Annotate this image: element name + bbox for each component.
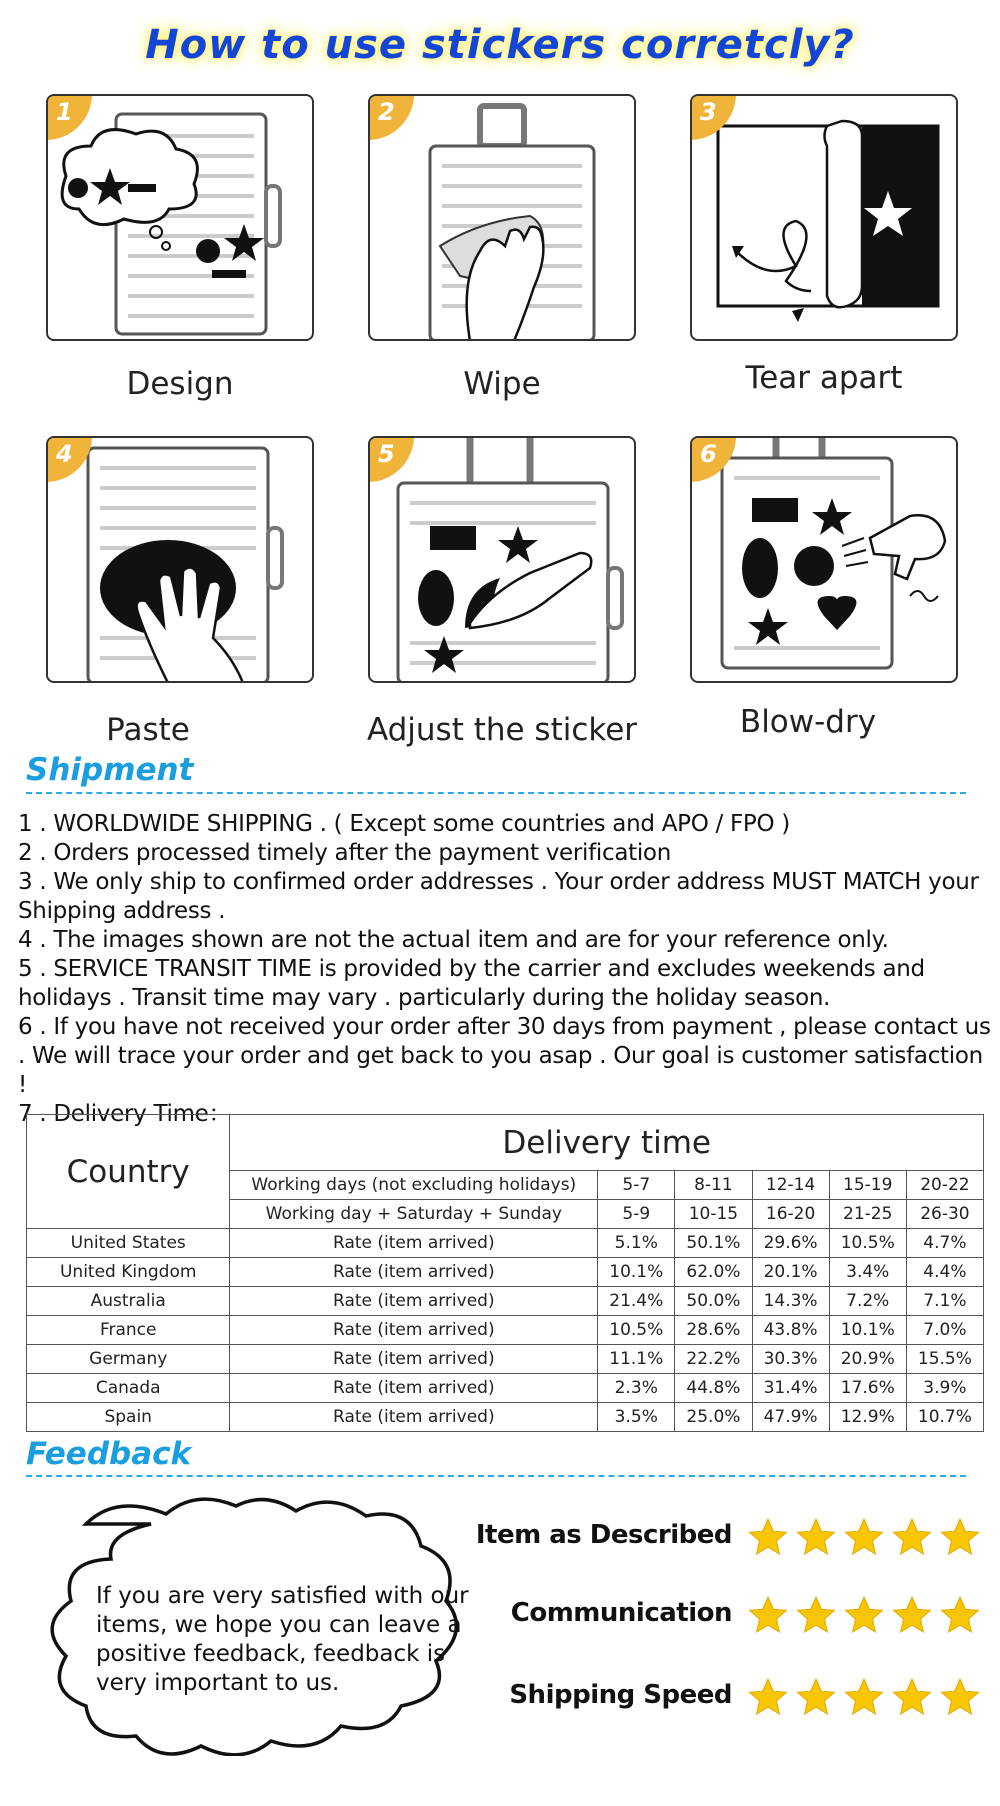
- star-icon: [940, 1517, 980, 1557]
- working-days-range: 20-22: [906, 1171, 983, 1200]
- step-number-badge: 4: [46, 436, 92, 482]
- step-number-badge: 3: [690, 94, 736, 140]
- rate-cell: 10.7%: [906, 1403, 983, 1432]
- rate-label-cell: Rate (item arrived): [230, 1345, 598, 1374]
- weekend-days-range: 5-9: [598, 1200, 675, 1229]
- rating-label-item-described: Item as Described: [475, 1520, 732, 1550]
- rating-stars-shipping-speed: [748, 1677, 980, 1717]
- rate-cell: 43.8%: [752, 1316, 829, 1345]
- rate-cell: 28.6%: [675, 1316, 752, 1345]
- working-days-range: 8-11: [675, 1171, 752, 1200]
- country-cell: United States: [27, 1229, 230, 1258]
- weekend-days-range: 21-25: [829, 1200, 906, 1229]
- rating-label-communication: Communication: [510, 1598, 732, 1628]
- table-row: [27, 1287, 984, 1316]
- shipment-item: 1 . WORLDWIDE SHIPPING . ( Except some countries and APO / FPO ): [18, 811, 790, 837]
- rating-label-shipping-speed: Shipping Speed: [509, 1680, 732, 1710]
- rate-cell: 44.8%: [675, 1374, 752, 1403]
- feedback-message: If you are very satisfied with our items, we hope you can leave a positive feedback, feedback is very important to us.: [96, 1583, 469, 1696]
- rate-cell: 25.0%: [675, 1403, 752, 1432]
- star-icon: [748, 1595, 788, 1635]
- step-number-badge: 6: [690, 436, 736, 482]
- star-icon: [844, 1595, 884, 1635]
- rate-cell: 4.4%: [906, 1258, 983, 1287]
- rate-cell: 7.0%: [906, 1316, 983, 1345]
- country-cell: United Kingdom: [27, 1258, 230, 1287]
- step-number-badge: 2: [368, 94, 414, 140]
- star-icon: [796, 1517, 836, 1557]
- rate-cell: 50.0%: [675, 1287, 752, 1316]
- step-caption-paste: Paste: [106, 712, 190, 748]
- delivery-time-table: [26, 1114, 984, 1432]
- rate-label-cell: Rate (item arrived): [230, 1403, 598, 1432]
- rate-cell: 7.2%: [829, 1287, 906, 1316]
- step-panel-adjust: [368, 436, 636, 683]
- country-header: Country: [27, 1115, 230, 1229]
- weekend-days-range: 16-20: [752, 1200, 829, 1229]
- shipment-list: [18, 810, 993, 1129]
- rate-cell: 20.9%: [829, 1345, 906, 1374]
- rate-label-cell: Rate (item arrived): [230, 1374, 598, 1403]
- rating-stars-item-described: [748, 1517, 980, 1557]
- rate-cell: 4.7%: [906, 1229, 983, 1258]
- shipment-item: 3 . We only ship to confirmed order addresses . Your order address MUST MATCH your Shipping address .: [18, 869, 979, 924]
- shipment-item: 7 . Delivery Time：: [18, 1101, 232, 1127]
- step-caption-wipe: Wipe: [463, 366, 541, 402]
- rate-cell: 10.1%: [829, 1316, 906, 1345]
- rate-cell: 20.1%: [752, 1258, 829, 1287]
- shipment-item: 6 . If you have not received your order after 30 days from payment , please contact us . We will trace your order and get back to you asap . Our goal is customer satisfaction !: [18, 1014, 991, 1098]
- weekend-days-label: Working day + Saturday + Sunday: [230, 1200, 598, 1229]
- shipment-divider: [26, 792, 966, 794]
- step-caption-adjust: Adjust the sticker: [366, 712, 638, 748]
- star-icon: [892, 1677, 932, 1717]
- rate-cell: 10.5%: [598, 1316, 675, 1345]
- page-title: How to use stickers corretcly?: [145, 22, 855, 68]
- table-row: [27, 1316, 984, 1345]
- rate-cell: 3.9%: [906, 1374, 983, 1403]
- step-caption-design: Design: [126, 366, 234, 402]
- rate-cell: 17.6%: [829, 1374, 906, 1403]
- table-row: [27, 1374, 984, 1403]
- star-icon: [844, 1517, 884, 1557]
- country-cell: Canada: [27, 1374, 230, 1403]
- feedback-heading: Feedback: [26, 1436, 192, 1472]
- rate-cell: 3.4%: [829, 1258, 906, 1287]
- star-icon: [748, 1677, 788, 1717]
- step-panel-tear-apart: [690, 94, 958, 341]
- rate-cell: 15.5%: [906, 1345, 983, 1374]
- rate-cell: 30.3%: [752, 1345, 829, 1374]
- rate-cell: 10.1%: [598, 1258, 675, 1287]
- table-row: [27, 1403, 984, 1432]
- rate-cell: 50.1%: [675, 1229, 752, 1258]
- working-days-range: 5-7: [598, 1171, 675, 1200]
- feedback-divider: [26, 1475, 966, 1477]
- step-caption-blow-dry: Blow-dry: [739, 704, 877, 740]
- step-number-badge: 5: [368, 436, 414, 482]
- star-icon: [940, 1677, 980, 1717]
- rate-cell: 29.6%: [752, 1229, 829, 1258]
- rate-cell: 10.5%: [829, 1229, 906, 1258]
- weekend-days-range: 26-30: [906, 1200, 983, 1229]
- rate-cell: 12.9%: [829, 1403, 906, 1432]
- country-cell: France: [27, 1316, 230, 1345]
- suitcase-wipe-illustration: [370, 96, 636, 341]
- rate-cell: 11.1%: [598, 1345, 675, 1374]
- rate-cell: 5.1%: [598, 1229, 675, 1258]
- step-panel-wipe: [368, 94, 636, 341]
- star-icon: [892, 1595, 932, 1635]
- rate-label-cell: Rate (item arrived): [230, 1229, 598, 1258]
- rate-label-cell: Rate (item arrived): [230, 1316, 598, 1345]
- shipment-item: 5 . SERVICE TRANSIT TIME is provided by the carrier and excludes weekends and holidays . Transit time may vary . particularly during the holiday season.: [18, 956, 925, 1011]
- step-panel-blow-dry: [690, 436, 958, 683]
- rate-cell: 2.3%: [598, 1374, 675, 1403]
- rate-cell: 22.2%: [675, 1345, 752, 1374]
- country-cell: Australia: [27, 1287, 230, 1316]
- suitcase-paste-illustration: [48, 438, 314, 683]
- rate-cell: 14.3%: [752, 1287, 829, 1316]
- rating-stars-communication: [748, 1595, 980, 1635]
- rate-cell: 62.0%: [675, 1258, 752, 1287]
- weekend-days-range: 10-15: [675, 1200, 752, 1229]
- step-panel-design: [46, 94, 314, 341]
- step-caption-tear-apart: Tear apart: [745, 360, 903, 396]
- country-cell: Spain: [27, 1403, 230, 1432]
- star-icon: [748, 1517, 788, 1557]
- rate-label-cell: Rate (item arrived): [230, 1258, 598, 1287]
- shipment-item: 2 . Orders processed timely after the payment verification: [18, 840, 671, 866]
- star-icon: [844, 1677, 884, 1717]
- star-icon: [796, 1677, 836, 1717]
- rate-cell: 21.4%: [598, 1287, 675, 1316]
- working-days-label: Working days (not excluding holidays): [230, 1171, 598, 1200]
- step-number-badge: 1: [46, 94, 92, 140]
- shipment-heading: Shipment: [26, 752, 194, 788]
- table-row: [27, 1345, 984, 1374]
- rate-cell: 47.9%: [752, 1403, 829, 1432]
- working-days-range: 15-19: [829, 1171, 906, 1200]
- step-panel-paste: [46, 436, 314, 683]
- star-icon: [940, 1595, 980, 1635]
- country-cell: Germany: [27, 1345, 230, 1374]
- star-icon: [892, 1517, 932, 1557]
- rate-cell: 31.4%: [752, 1374, 829, 1403]
- suitcase-adjust-illustration: [370, 438, 636, 683]
- shipment-item: 4 . The images shown are not the actual item and are for your reference only.: [18, 927, 889, 953]
- delivery-time-header: Delivery time: [230, 1115, 984, 1171]
- table-row: [27, 1258, 984, 1287]
- sticker-tear-illustration: [692, 96, 958, 341]
- rate-label-cell: Rate (item arrived): [230, 1287, 598, 1316]
- working-days-range: 12-14: [752, 1171, 829, 1200]
- rate-cell: 7.1%: [906, 1287, 983, 1316]
- rate-cell: 3.5%: [598, 1403, 675, 1432]
- table-row: [27, 1229, 984, 1258]
- suitcase-design-illustration: [48, 96, 314, 341]
- suitcase-blow-dry-illustration: [692, 438, 958, 683]
- star-icon: [796, 1595, 836, 1635]
